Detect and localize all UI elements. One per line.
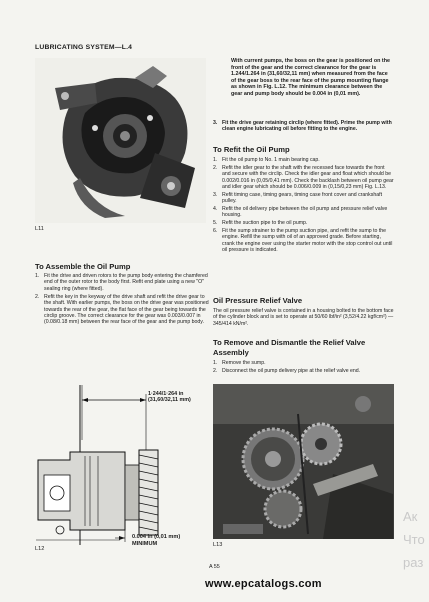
figure-l11-label: L11 [35, 226, 44, 232]
list-item: 2. Refit the idler gear to the shaft with the recessed face towards the front and secure with the circlip. Check the idler gear and float which should be 0.002/0.016 in (0,05/0,41 mm). Check the backlash between oil pump gear and idler gear which should be 0.006/0.009 in (0,15/0,23 mm) Fig. L.13. [213, 164, 394, 190]
list-item: 1. Remove the sump. [213, 360, 266, 366]
list-item: 2. Disconnect the oil pump delivery pipe at the relief valve end. [213, 367, 361, 374]
refit-heading: To Refit the Oil Pump [213, 145, 290, 154]
figure-l12-label: L12 [35, 546, 45, 552]
list-item: 1. Fit the drive and driven rotors to the pump body entering the chamfered end of the outer rotor to the body first. Refit end plate using a new "O" sealing ring (where fitted). [35, 273, 208, 292]
page-number: A 55 [209, 564, 220, 570]
list-item: 3. Refit timing case, timing gears, timing case front cover and crankshaft pulley. [213, 191, 383, 205]
refit-steps [213, 157, 394, 253]
gear-clearance-diagram [30, 380, 223, 550]
section-header: LUBRICATING SYSTEM—L.4 [35, 44, 133, 51]
dim-label-top: 1·244/1·264 in (31,60/32,11 mm) [148, 391, 191, 404]
remove-steps [213, 360, 394, 374]
remove-heading: To Remove and Dismantle the Relief Valve Assembly [213, 338, 366, 357]
source-url[interactable]: www.epcatalogs.com [205, 578, 322, 590]
list-item: 2. Refit the key in the keyway of the drive shaft and refit the drive gear to the shaft. With earlier pumps, the boss on the drive gear was positioned towards the rear of the gear, the flat face of the gear being towards the circlip groove. The correct clearance for the gear was 0.003/0.007 in (0.08/0.18 mm) between the rear face of the gear and the pump body. [35, 294, 209, 326]
watermark-text: Ак Что раз [403, 509, 425, 570]
figure-l13-label: L13 [213, 542, 223, 548]
list-item: 4. Refit the oil delivery pipe between the oil pump and pressure relief valve housing. [213, 205, 388, 219]
figure-l13-photo [213, 384, 394, 539]
relief-text: The oil pressure relief valve is contained in a housing bolted to the bottom face of the cylinder block and is set to operate at 50/60 lbf/in² (3,52/4.22 kgf/cm²) —345/414 kN/m². [213, 308, 394, 327]
list-item: 5. Refit the suction pipe to the oil pump. [213, 220, 308, 227]
assemble-heading: To Assemble the Oil Pump [35, 262, 131, 271]
assemble-steps [35, 273, 211, 326]
list-item: 3. Fit the drive gear retaining circlip (where fitted). Prime the pump with clean engine lubricating oil before fitting to the engine. [213, 120, 392, 133]
figure-l12-diagram [30, 380, 223, 550]
list-item: 6. Fit the sump strainer to the pump suction pipe, and refit the sump to the engine. Refill the sump with oil of an approved grade. Before starting, crank the engine over using the starter motor with the stop control out until oil pressure is indicated. [213, 227, 393, 253]
step-3 [213, 120, 392, 133]
relief-heading: Oil Pressure Relief Valve [213, 296, 303, 305]
idler-gear-photo [213, 384, 394, 539]
oil-pump-photo [35, 58, 206, 223]
figure-l11-photo [35, 58, 206, 223]
list-item: 1. Fit the oil pump to No. 1 main bearing cap. [213, 157, 320, 163]
dim-label-bottom: 0.004 in (0,01 mm) MINIMUM [132, 534, 181, 547]
current-pumps-note: With current pumps, the boss on the gear is positioned on the front of the gear and the correct clearance for the gear is 1.244/1.264 in (31,60/32,11 mm) when measured from the face of the gear boss to the rear face of the pump mounting flange as shown in Fig. L.12. The minimum clearance between the gear and pump body should be 0.004 in (0,01 mm). [231, 58, 390, 97]
